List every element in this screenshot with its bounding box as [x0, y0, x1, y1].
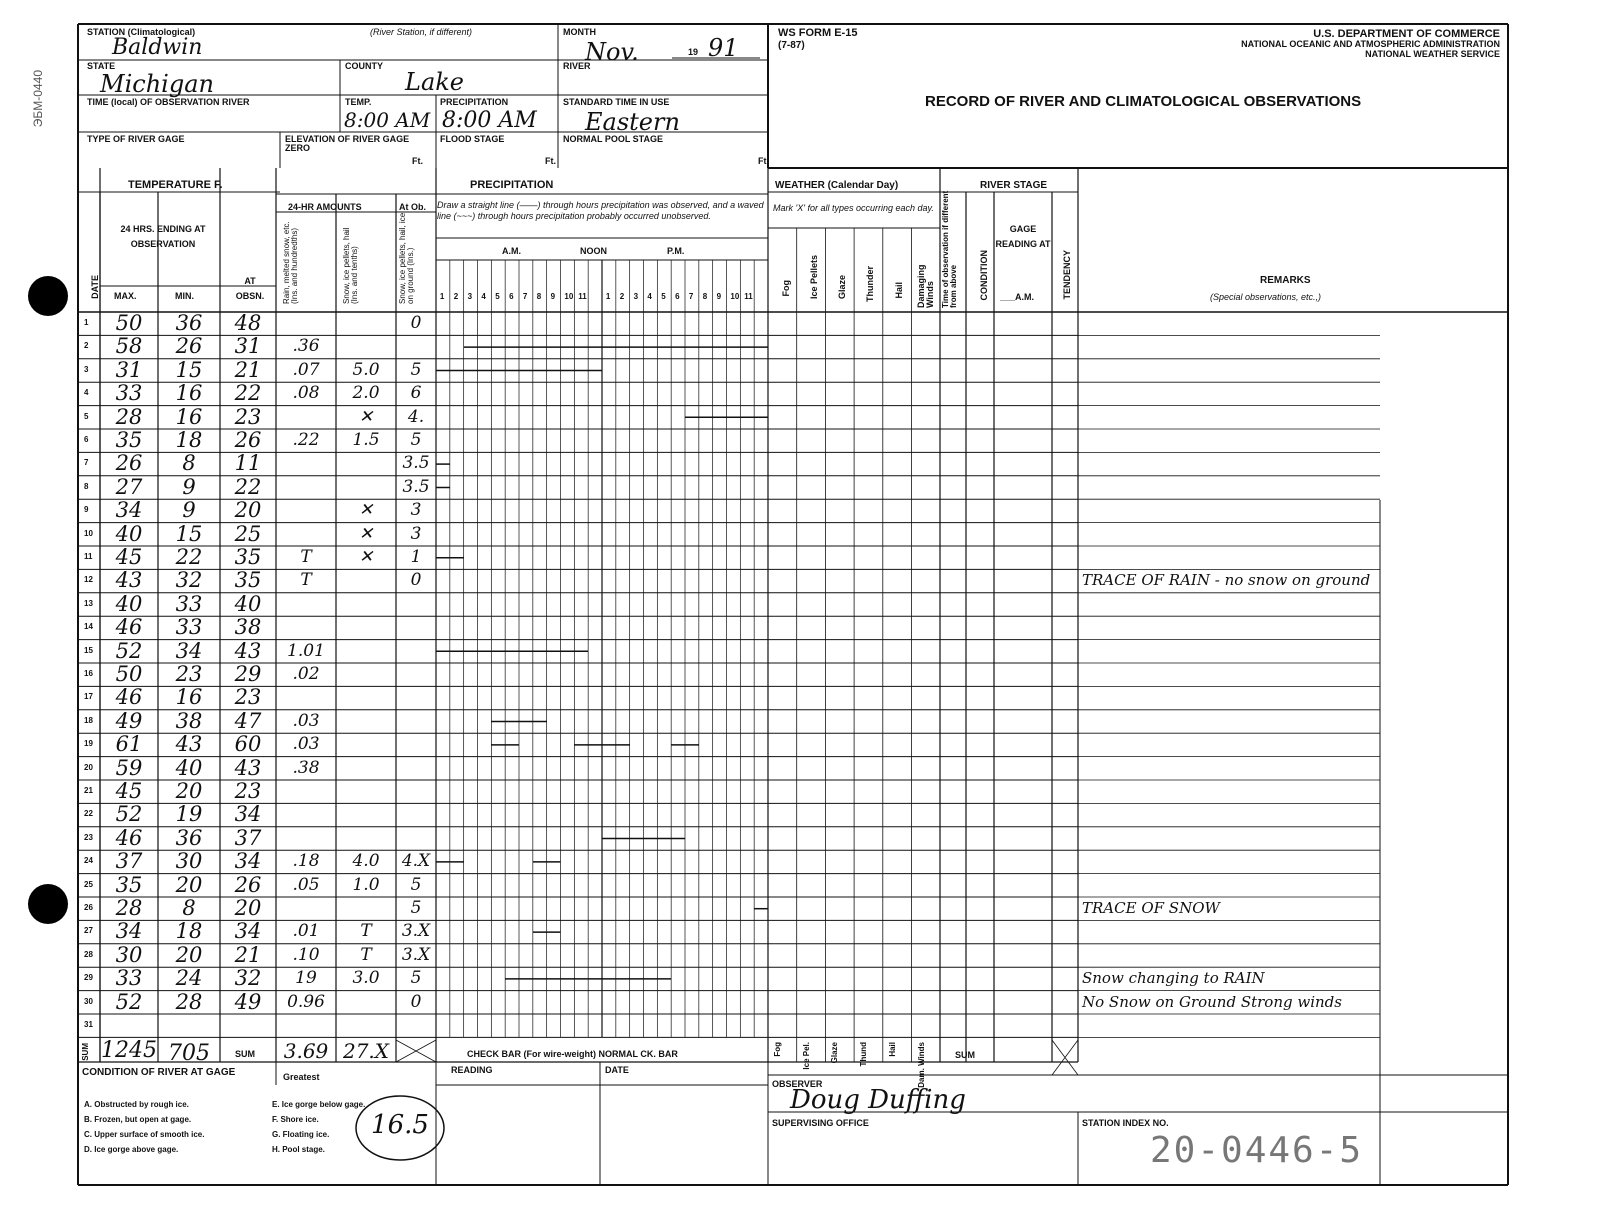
dept-line2: NATIONAL OCEANIC AND ATMOSPHERIC ADMINISTRATION	[1241, 39, 1500, 49]
max-temp: 52	[115, 989, 143, 1014]
sum-row-label: SUM	[81, 1043, 90, 1061]
condition-code: A. Obstructed by rough ice.	[84, 1100, 189, 1109]
snow-amount: ✕	[358, 406, 374, 427]
rain-amount: .38	[292, 757, 320, 778]
ft-flood: Ft.	[545, 156, 556, 166]
min-temp: 19	[175, 802, 203, 827]
row-date: 6	[84, 435, 89, 444]
condition-code: B. Frozen, but open at gage.	[84, 1115, 192, 1124]
obs-temp: 37	[234, 825, 262, 850]
snow-on-ground: 5	[410, 359, 422, 380]
snow-on-ground: 5	[410, 898, 422, 918]
state-label: STATE	[87, 61, 116, 71]
amounts-header: 24-HR AMOUNTS	[288, 202, 362, 212]
check-bar-label: CHECK BAR (For wire-weight) NORMAL CK. BAR	[467, 1049, 678, 1059]
hour-label: 11	[578, 292, 587, 301]
max-header: MAX.	[114, 291, 137, 301]
tendency-header: TENDENCY	[1062, 250, 1072, 300]
row-date: 11	[84, 552, 93, 561]
snow-amount: 2.0	[352, 383, 380, 404]
rain-amount: 0.96	[287, 991, 325, 1012]
hour-label: 10	[730, 292, 740, 301]
max-temp: 45	[115, 779, 143, 803]
flood-label: FLOOD STAGE	[440, 134, 505, 144]
rain-sum: 3.69	[283, 1039, 329, 1063]
observer-value: Doug Duffing	[790, 1085, 966, 1115]
row-date: 4	[84, 388, 89, 398]
min-temp: 36	[175, 825, 203, 850]
row-date: 8	[84, 481, 89, 491]
min-temp: 30	[175, 849, 203, 874]
condition-code: F. Shore ice.	[272, 1115, 319, 1124]
max-temp: 33	[115, 966, 143, 991]
max-sum: 1245	[101, 1038, 157, 1063]
min-temp: 20	[175, 942, 203, 967]
fog-header: Fog	[781, 280, 791, 297]
row-date: 30	[84, 996, 93, 1006]
snow-on-ground: 3	[410, 500, 422, 521]
hail-header: Hail	[894, 282, 904, 299]
snow-amount: ✕	[358, 500, 374, 521]
condition-title: CONDITION OF RIVER AT GAGE	[82, 1067, 236, 1078]
row-date: 17	[84, 692, 93, 702]
row-date: 26	[84, 903, 93, 912]
obs-temp: 29	[234, 662, 262, 686]
row-date: 21	[84, 786, 93, 795]
river-label: RIVER	[563, 61, 591, 71]
obs-temp: 32	[234, 966, 262, 991]
min-temp: 20	[175, 779, 203, 803]
max-temp: 52	[115, 638, 143, 663]
row-date: 25	[84, 879, 93, 889]
min-temp: 15	[175, 521, 203, 546]
row-date: 15	[84, 645, 93, 655]
max-temp: 40	[115, 521, 143, 546]
min-temp: 16	[175, 685, 203, 710]
snow-sum: 27.X	[342, 1039, 390, 1063]
snow-on-ground: 3.X	[401, 944, 431, 965]
obs-temp: 11	[234, 451, 262, 476]
hour-label: 5	[661, 292, 666, 301]
at-obsn-header: AT OBSN.	[235, 276, 265, 301]
row-date: 13	[84, 598, 93, 608]
obs-temp: 20	[234, 498, 262, 523]
obs-temp: 60	[234, 732, 262, 757]
min-temp: 36	[175, 311, 203, 335]
hour-label: 1	[439, 292, 445, 301]
rain-amount: .18	[292, 851, 320, 872]
max-temp: 37	[115, 849, 143, 874]
max-temp: 31	[115, 357, 143, 382]
snow-amount: T	[360, 921, 372, 942]
min-temp: 23	[175, 662, 203, 686]
row-date: 28	[84, 949, 93, 959]
ice-pellets-header: Ice Pellets	[809, 255, 819, 300]
snow-header: Snow, ice pellets, hail (Ins. and tenths)	[342, 227, 359, 304]
thunder-header: Thunder	[865, 266, 875, 302]
obs-temp: 21	[234, 942, 262, 967]
station-label: STATION (Climatological)	[87, 27, 196, 37]
row-date: 10	[84, 528, 93, 538]
form-number: WS FORM E-15	[778, 27, 858, 39]
max-temp: 34	[115, 498, 143, 523]
hour-label: 4	[647, 292, 652, 301]
remarks-header: REMARKS	[1260, 275, 1311, 286]
min-temp: 28	[175, 989, 203, 1014]
min-temp: 16	[175, 404, 203, 429]
row-date: 24	[84, 856, 93, 866]
obs-temp: 34	[234, 849, 262, 874]
max-temp: 43	[115, 568, 143, 593]
temp-time-value: 8:00 AM	[344, 108, 431, 132]
weather-sum-col-label: Ice Pel.	[801, 1042, 811, 1070]
rain-amount: .10	[292, 944, 320, 965]
max-temp: 46	[115, 825, 143, 850]
row-remark: TRACE OF RAIN - no snow on ground	[1082, 571, 1371, 590]
obs-temp: 34	[234, 919, 262, 944]
snow-on-ground: 3.5	[402, 453, 430, 474]
row-date: 22	[84, 809, 93, 819]
obs-temp: 26	[234, 872, 262, 897]
temperature-header: TEMPERATURE F.	[128, 179, 223, 191]
rain-amount: .07	[292, 359, 320, 380]
date-header: DATE	[90, 275, 100, 299]
elevation-label: ELEVATION OF RIVER GAGE ZERO	[285, 134, 410, 153]
hour-label: 8	[702, 292, 708, 301]
row-date: 31	[84, 1020, 93, 1029]
observer-label: OBSERVER	[772, 1079, 823, 1089]
hour-label: 9	[716, 292, 722, 301]
weather-sum-col-label: Thund	[859, 1042, 869, 1067]
precip-time-value: 8:00 AM	[442, 108, 537, 133]
row-date: 7	[84, 458, 89, 468]
max-temp: 50	[115, 311, 143, 335]
hour-label: 8	[536, 292, 542, 301]
max-temp: 40	[115, 591, 143, 616]
sum-label: SUM	[235, 1049, 255, 1059]
side-stamp: ЭБМ-0440	[31, 70, 45, 128]
snow-on-ground: 5	[410, 874, 422, 895]
precip-instructions: Draw a straight line (——) through hours precipitation was observed, and a waved line (~~~) through hours precipitation probably occurred unobserved.	[437, 200, 764, 221]
min-temp: 24	[175, 966, 203, 991]
year-value: 91	[708, 34, 739, 62]
dept-line3: NATIONAL WEATHER SERVICE	[1365, 49, 1500, 59]
min-temp: 20	[175, 872, 203, 897]
precipitation-header: PRECIPITATION	[470, 179, 554, 191]
max-temp: 33	[115, 381, 143, 406]
min-temp: 38	[175, 708, 203, 733]
month-value: Nov.	[585, 38, 639, 66]
row-remark: No Snow on Ground Strong winds	[1082, 992, 1342, 1011]
greatest-label: Greatest	[283, 1072, 320, 1082]
row-date: 29	[84, 973, 93, 983]
obs-temp: 48	[234, 311, 262, 335]
min-sum: 705	[168, 1041, 210, 1066]
remarks-subheader: (Special observations, etc.,)	[1210, 292, 1322, 302]
obs-temp: 22	[234, 381, 262, 406]
row-remark: TRACE OF SNOW	[1082, 899, 1220, 917]
max-temp: 46	[115, 615, 143, 640]
max-temp: 50	[115, 662, 143, 686]
row-date: 23	[84, 832, 93, 842]
obs-temp: 40	[234, 591, 262, 616]
time-obs-diff-header: Time of observation if different from above	[941, 190, 958, 308]
ft-pool: Ft.	[758, 156, 769, 166]
snow-on-ground: 6	[410, 383, 422, 404]
hour-label: 3	[633, 292, 639, 301]
min-temp: 8	[182, 451, 196, 476]
weather-header: WEATHER (Calendar Day)	[775, 180, 899, 191]
rain-amount: .03	[292, 734, 320, 755]
obs-temp: 23	[234, 685, 262, 710]
rain-amount: 19	[295, 968, 317, 989]
station-value: Baldwin	[112, 35, 203, 60]
condition-code: E. Ice gorge below gage.	[272, 1100, 366, 1109]
max-temp: 46	[115, 685, 143, 710]
hour-label: 1	[605, 292, 611, 301]
min-temp: 16	[175, 381, 203, 406]
min-temp: 34	[175, 638, 203, 663]
state-value: Michigan	[100, 70, 214, 98]
date-label: DATE	[605, 1065, 629, 1075]
max-temp: 35	[115, 872, 143, 897]
weather-sum-col-label: Hail	[887, 1042, 897, 1057]
row-date: 27	[84, 926, 93, 936]
river-stage-header: RIVER STAGE	[980, 180, 1048, 191]
min-temp: 32	[175, 568, 203, 593]
obs-temp: 43	[234, 638, 262, 663]
weather-sum-label: SUM	[955, 1050, 975, 1060]
obs-temp: 34	[234, 802, 262, 827]
gage-reading-header: GAGE READING AT	[995, 224, 1051, 249]
gage-type-label: TYPE OF RIVER GAGE	[87, 134, 185, 144]
max-temp: 28	[115, 404, 143, 429]
hour-label: 7	[522, 292, 528, 301]
std-time-label: STANDARD TIME IN USE	[563, 97, 670, 107]
hour-label: 2	[619, 292, 625, 301]
rain-amount: .36	[292, 336, 320, 357]
condition-header: CONDITION	[979, 250, 989, 301]
snow-amount: ✕	[358, 523, 374, 544]
rain-amount: .22	[292, 430, 320, 450]
obs-temp: 35	[234, 568, 262, 593]
reading-label: READING	[451, 1065, 493, 1075]
rain-header: Rain, melted snow, etc. (Ins. and hundredths)	[282, 221, 299, 304]
supervising-label: SUPERVISING OFFICE	[772, 1118, 869, 1128]
at-ob-header: At Ob.	[399, 202, 426, 212]
row-date: 2	[84, 341, 89, 351]
max-temp: 61	[115, 732, 143, 757]
pool-label: NORMAL POOL STAGE	[563, 134, 664, 144]
snow-amount: T	[360, 944, 372, 965]
condition-code: G. Floating ice.	[272, 1130, 330, 1139]
hour-label: 6	[509, 292, 514, 301]
gage-am-header: ___A.M.	[1000, 292, 1035, 302]
rain-amount: T	[300, 570, 312, 591]
min-temp: 22	[175, 545, 203, 569]
std-time-value: Eastern	[585, 108, 680, 136]
snow-on-ground: 3	[410, 523, 422, 544]
row-date: 14	[84, 622, 93, 632]
hrs24-header: 24 HRS. ENDING AT OBSERVATION	[120, 224, 206, 249]
min-temp: 18	[175, 428, 203, 452]
county-value: Lake	[405, 68, 464, 96]
snow-on-ground: 5	[410, 968, 422, 989]
max-temp: 28	[115, 896, 143, 920]
pm-header: P.M.	[667, 246, 685, 256]
max-temp: 49	[115, 708, 143, 733]
max-temp: 35	[115, 428, 143, 452]
damaging-winds-header: Damaging Winds	[916, 264, 935, 308]
obs-temp: 49	[234, 989, 262, 1014]
month-label: MONTH	[563, 27, 596, 37]
circled-value: 16.5	[371, 1110, 429, 1140]
min-temp: 33	[175, 615, 203, 640]
max-temp: 34	[115, 919, 143, 944]
form-date: (7-87)	[778, 40, 805, 51]
row-date: 19	[84, 739, 93, 749]
min-temp: 43	[175, 732, 203, 757]
snow-amount: 1.0	[352, 874, 380, 895]
hour-label: 2	[453, 292, 459, 301]
row-date: 1	[84, 318, 89, 327]
obs-temp: 25	[234, 521, 262, 546]
row-date: 3	[84, 364, 89, 374]
form-title: RECORD OF RIVER AND CLIMATOLOGICAL OBSERVATIONS	[925, 93, 1362, 110]
year-prefix: 19	[688, 47, 699, 57]
min-temp: 15	[175, 357, 203, 382]
obs-temp: 21	[234, 357, 262, 382]
max-temp: 59	[115, 755, 143, 780]
weather-sum-col-label: Glaze	[830, 1042, 840, 1064]
snow-on-ground: 0	[410, 570, 422, 591]
rain-amount: .02	[292, 664, 320, 684]
obs-temp: 23	[234, 779, 262, 803]
weather-sum-col-label: Dam. Winds	[916, 1042, 926, 1088]
hour-label: 10	[564, 292, 574, 301]
min-temp: 26	[175, 334, 203, 359]
snow-amount: 3.0	[352, 968, 380, 989]
snow-on-ground: 4.X	[401, 851, 431, 872]
weather-instructions: Mark 'X' for all types occurring each day.	[773, 203, 934, 213]
hour-label: 7	[688, 292, 694, 301]
max-temp: 52	[115, 802, 143, 827]
max-temp: 27	[115, 474, 143, 499]
snow-amount: 5.0	[352, 359, 380, 380]
row-date: 20	[84, 762, 93, 772]
row-date: 16	[84, 669, 93, 678]
min-header: MIN.	[175, 291, 194, 301]
row-date: 12	[84, 575, 93, 585]
min-temp: 33	[175, 591, 203, 616]
obs-temp: 22	[234, 474, 262, 499]
min-temp: 9	[182, 498, 196, 523]
hour-label: 4	[481, 292, 486, 301]
time-obs-label: TIME (local) OF OBSERVATION RIVER	[87, 97, 250, 107]
rain-amount: .01	[292, 921, 320, 942]
noon-header: NOON	[580, 246, 607, 256]
ft-elev: Ft.	[412, 156, 423, 166]
obs-temp: 31	[234, 334, 262, 359]
condition-code: C. Upper surface of smooth ice.	[84, 1130, 205, 1139]
rain-amount: 1.01	[287, 640, 325, 661]
snow-on-ground: 1	[410, 547, 422, 567]
glaze-header: Glaze	[837, 275, 847, 300]
rain-amount: .05	[292, 874, 320, 895]
hour-label: 9	[550, 292, 556, 301]
condition-code: D. Ice gorge above gage.	[84, 1145, 179, 1154]
min-temp: 9	[182, 474, 196, 499]
obs-temp: 38	[234, 615, 262, 640]
row-date: 18	[84, 715, 93, 725]
obs-temp: 26	[234, 428, 262, 452]
min-temp: 8	[182, 896, 196, 920]
condition-code: H. Pool stage.	[272, 1145, 325, 1154]
snow-on-ground: 3.X	[401, 921, 431, 942]
snow-on-ground: 4.	[407, 406, 425, 427]
station-index-label: STATION INDEX NO.	[1082, 1118, 1169, 1128]
dept-line1: U.S. DEPARTMENT OF COMMERCE	[1313, 28, 1500, 40]
hour-label: 6	[675, 292, 680, 301]
row-date: 9	[84, 505, 89, 515]
rain-amount: .03	[292, 710, 320, 731]
snow-on-ground: 5	[410, 430, 422, 450]
station-index-value: 20-0446-5	[1150, 1130, 1364, 1171]
obs-temp: 20	[234, 896, 262, 920]
max-temp: 30	[115, 942, 143, 967]
max-temp: 45	[115, 545, 143, 569]
obs-temp: 47	[234, 708, 262, 733]
river-station-label: (River Station, if different)	[370, 27, 473, 37]
rain-amount: .08	[292, 383, 320, 404]
max-temp: 58	[115, 334, 143, 359]
max-temp: 26	[115, 451, 143, 476]
snow-on-ground: 0	[410, 313, 422, 333]
weather-sum-col-label: Fog	[773, 1042, 782, 1057]
snow-on-ground: 0	[410, 991, 422, 1012]
snow-amount: ✕	[358, 547, 374, 567]
county-label: COUNTY	[345, 61, 383, 71]
hour-label: 3	[467, 292, 473, 301]
snow-ground-header: Snow, ice pellets, hail, ice on ground (Ins.)	[398, 212, 415, 304]
row-date: 5	[84, 411, 89, 421]
hour-label: 11	[744, 292, 753, 301]
snow-amount: 1.5	[352, 430, 380, 450]
temp-label: TEMP.	[345, 97, 372, 107]
hour-label: 5	[495, 292, 500, 301]
min-temp: 40	[175, 755, 203, 780]
min-temp: 18	[175, 919, 203, 944]
am-header: A.M.	[502, 246, 521, 256]
obs-temp: 43	[234, 755, 262, 780]
obs-temp: 35	[234, 545, 262, 569]
rain-amount: T	[300, 547, 312, 567]
snow-amount: 4.0	[352, 851, 380, 872]
row-remark: Snow changing to RAIN	[1082, 969, 1265, 988]
precip-label: PRECIPITATION	[440, 97, 509, 107]
obs-temp: 23	[234, 404, 262, 429]
snow-on-ground: 3.5	[402, 476, 430, 497]
